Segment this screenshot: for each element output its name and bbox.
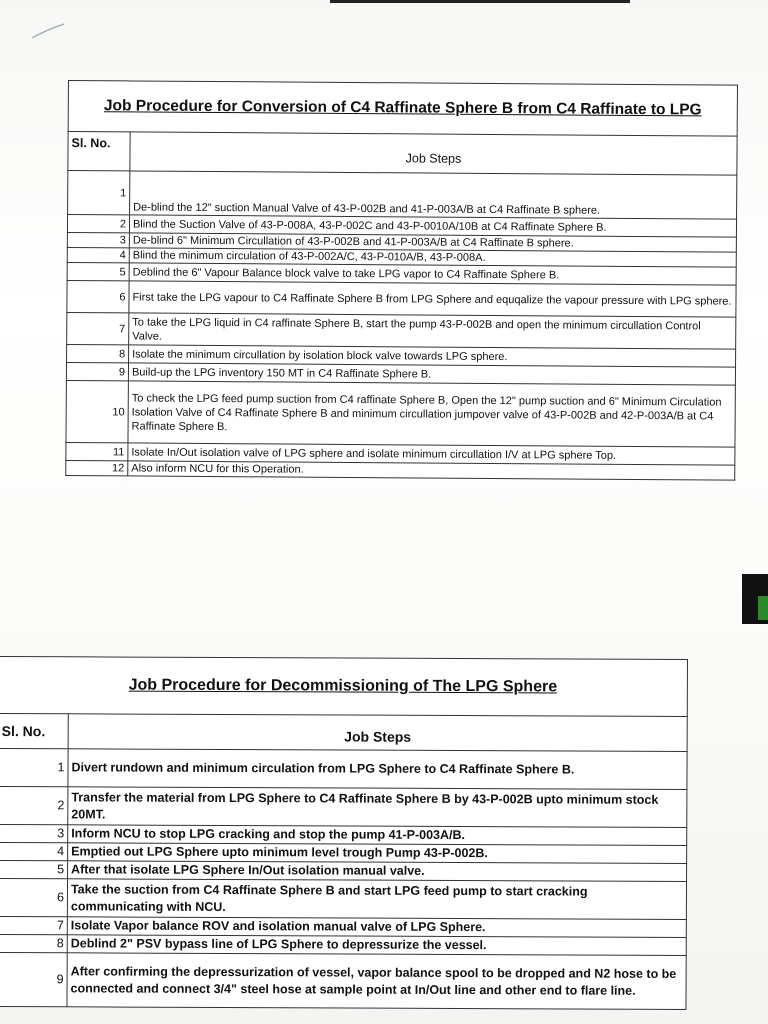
step-text: De-blind the 12" suction Manual Valve of 43-P-002B and 41-P-003A/B at C4 Raffinate B sphere. — [130, 171, 737, 219]
step-text: De-blind 6" Minimum Circullation of 43-P-002B and 41-P-003A/B at C4 Raffinate B sphere. — [129, 233, 736, 252]
table-row — [0, 787, 687, 828]
step-number: 7 — [67, 312, 129, 344]
step-text: Inform NCU to stop LPG cracking and stop the pump 41-P-003A/B. — [68, 825, 687, 846]
step-number: 9 — [66, 362, 128, 380]
step-text: Isolate Vapor balance ROV and isolation manual valve of LPG Sphere. — [67, 917, 686, 938]
table-row — [0, 879, 687, 920]
step-number: 8 — [0, 934, 67, 952]
column-header-serial-number: Sl. No. — [0, 714, 68, 749]
table-row — [66, 380, 735, 447]
step-number: 6 — [0, 879, 68, 917]
step-text: Blind the Suction Valve of 43-P-008A, 43-P-002C and 43-P-0010A/10B at C4 Raffinate Sphere B. — [129, 215, 736, 237]
table-title: Job Procedure for Decommissioning of The LPG Sphere — [0, 657, 687, 717]
step-text: Isolate the minimum circullation by isolation block valve towards LPG sphere. — [129, 345, 736, 367]
step-number: 10 — [66, 380, 128, 442]
step-number: 4 — [0, 843, 68, 861]
step-text: Transfer the material from LPG Sphere to C4 Raffinate Sphere B by 43-P-002B upto minimum stock 20MT. — [68, 787, 687, 828]
step-text: Divert rundown and minimum circulation from LPG Sphere to C4 Raffinate Sphere B. — [68, 749, 687, 790]
step-number: 8 — [67, 344, 129, 362]
step-number: 11 — [66, 442, 128, 460]
step-number: 1 — [0, 749, 68, 787]
table-row — [0, 934, 686, 955]
conversion-procedure-table — [65, 80, 738, 481]
step-number: 5 — [0, 861, 68, 879]
step-text: First take the LPG vapour to C4 Raffinate Sphere B from LPG Sphere and equqalize the vapour pressure with LPG sphere. — [129, 281, 736, 317]
step-text: Isolate In/Out isolation valve of LPG sphere and isolate minimum circullation I/V at LPG sphere Top. — [128, 443, 735, 465]
step-text: To take the LPG liquid in C4 raffinate Sphere B, start the pump 43-P-002B and open the minimum circullation Control Valve. — [129, 313, 736, 349]
column-header-job-steps: Job Steps — [68, 714, 687, 752]
table-row — [0, 916, 686, 937]
step-text: Take the suction from C4 Raffinate Sphere B and start LPG feed pump to start cracking communicating with NCU. — [67, 879, 686, 920]
step-number: 12 — [66, 460, 128, 475]
step-number: 9 — [0, 952, 67, 1006]
table-row — [67, 280, 736, 317]
table-title: Job Procedure for Conversion of C4 Raffinate Sphere B from C4 Raffinate to LPG — [68, 81, 737, 137]
table-row — [0, 843, 687, 864]
step-text: Emptied out LPG Sphere upto minimum level trough Pump 43-P-002B. — [68, 843, 687, 864]
table-row — [0, 952, 686, 1009]
table-row — [68, 171, 737, 220]
step-number: 6 — [67, 280, 129, 312]
step-text: Deblind 2" PSV bypass line of LPG Sphere to depressurize the vessel. — [67, 935, 686, 956]
step-number: 1 — [68, 171, 130, 215]
column-header-job-steps: Job Steps — [130, 132, 737, 175]
table-row — [0, 749, 687, 790]
step-number: 7 — [0, 916, 67, 934]
step-text: Blind the minimum circulation of 43-P-002A/C, 43-P-010A/B, 43-P-008A. — [129, 248, 736, 267]
decommissioning-procedure-table — [0, 656, 688, 1010]
step-number: 4 — [67, 247, 129, 262]
step-text: After that isolate LPG Sphere In/Out isolation manual valve. — [68, 861, 687, 882]
top-edge-shadow — [330, 0, 630, 3]
table-row — [0, 861, 687, 882]
table-row — [67, 312, 736, 349]
step-number: 5 — [67, 262, 129, 280]
column-header-serial-number: Sl. No. — [68, 132, 130, 171]
step-number: 3 — [0, 825, 68, 843]
step-number: 2 — [67, 215, 129, 233]
step-text: Build-up the LPG inventory 150 MT in C4 Raffinate Sphere B. — [128, 363, 735, 385]
step-text: After confirming the depressurization of vessel, vapor balance spool to be dropped and N2 hose to be connected and connect 3/4" steel hose at sample point at In/Out line and other end to flare line. — [67, 953, 686, 1010]
pen-mark — [28, 18, 68, 42]
step-number: 2 — [0, 787, 68, 825]
step-text: To check the LPG feed pump suction from C4 raffinate Sphere B, Open the 12" pump suction and 6" Minimum Circulation Isolation Valve of C4 Raffinate Sphere B and minimum circullation jumpover valve of 43-P-002B and 42-P-003A/B at C4 Raffinate Sphere B. — [128, 381, 735, 447]
step-text: Deblind the 6" Vapour Balance block valve to take LPG vapor to C4 Raffinate Sphere B. — [129, 263, 736, 285]
step-text: Also inform NCU for this Operation. — [128, 461, 735, 480]
table-row — [0, 825, 687, 846]
binder-clip-tab — [758, 596, 768, 620]
step-number: 3 — [67, 232, 129, 247]
